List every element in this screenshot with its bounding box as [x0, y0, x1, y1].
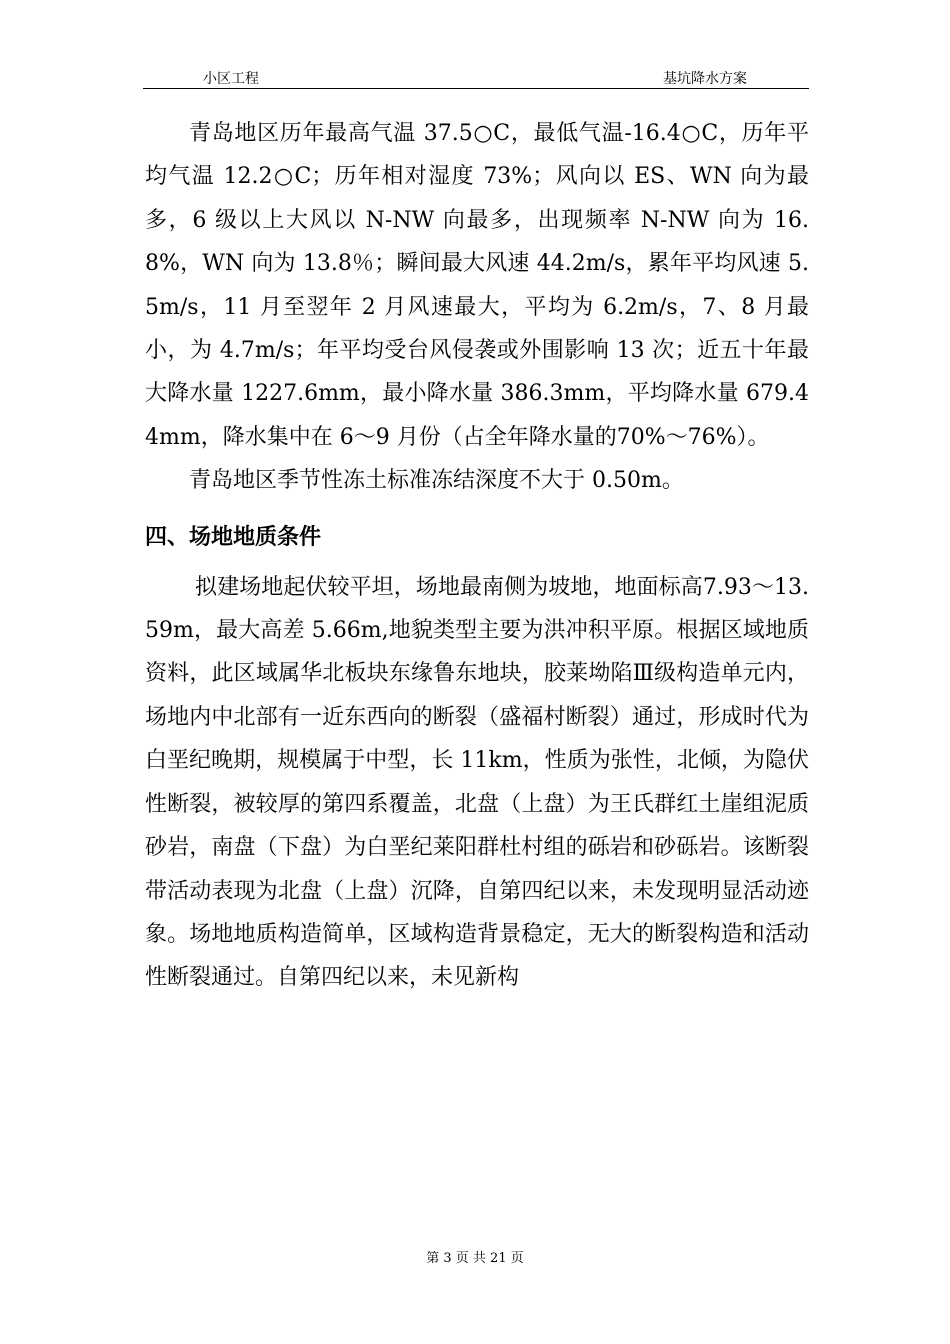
page-header [143, 66, 809, 89]
section-heading-geology: 四、场地地质条件 [145, 523, 322, 550]
document-body [145, 112, 809, 1000]
climate-paragraph: 青岛地区历年最高气温 37.5○C，最低气温-16.4○C，历年平均气温 12.2○C；历年相对湿度 73%；风向以 ES、WN 向为最多，6 级以上大风以 N-NW 向最多，出现频率 N-NW 向为 16.8%，WN 向为 13.8％；瞬间最大风速 44.2m/s，累年平均风速 5.5m/s，11 月至翌年 2 月风速最大，平均为 6.2m/s，7、8 月最小，为 4.7m/s；年平均受台风侵袭或外围影响 13 次；近五十年最大降水量 1227.6mm，最小降水量 386.3mm，平均降水量 679.44mm，降水集中在 6～9 月份（占全年降水量的70%～76%）。 [145, 121, 809, 450]
header-document-title: 基坑降水方案 [663, 71, 747, 87]
header-project-name: 小区工程 [203, 71, 259, 87]
geology-paragraph: 拟建场地起伏较平坦，场地最南侧为坡地，地面标高7.93～13.59m，最大高差 5.66m,地貌类型主要为洪冲积平原。根据区域地质资料，此区域属华北板块东缘鲁东地块，胶莱坳陷Ⅲ级构造单元内，场地内中北部有一近东西向的断裂（盛福村断裂）通过，形成时代为白垩纪晚期，规模属于中型，长 11km，性质为张性，北倾，为隐伏性断裂，被较厚的第四系覆盖，北盘（上盘）为王氏群红土崖组泥质砂岩，南盘（下盘）为白垩纪莱阳群杜村组的砾岩和砂砾岩。该断裂带活动表现为北盘（上盘）沉降，自第四纪以来，未发现明显活动迹象。场地地质构造简单，区域构造背景稳定，无大的断裂构造和活动性断裂通过。自第四纪以来，未见新构 [145, 574, 809, 991]
page-number-footer: 第 3 页 共 21 页 [426, 1251, 524, 1266]
frost-depth-paragraph: 青岛地区季节性冻土标准冻结深度不大于 0.50m。 [189, 468, 684, 494]
